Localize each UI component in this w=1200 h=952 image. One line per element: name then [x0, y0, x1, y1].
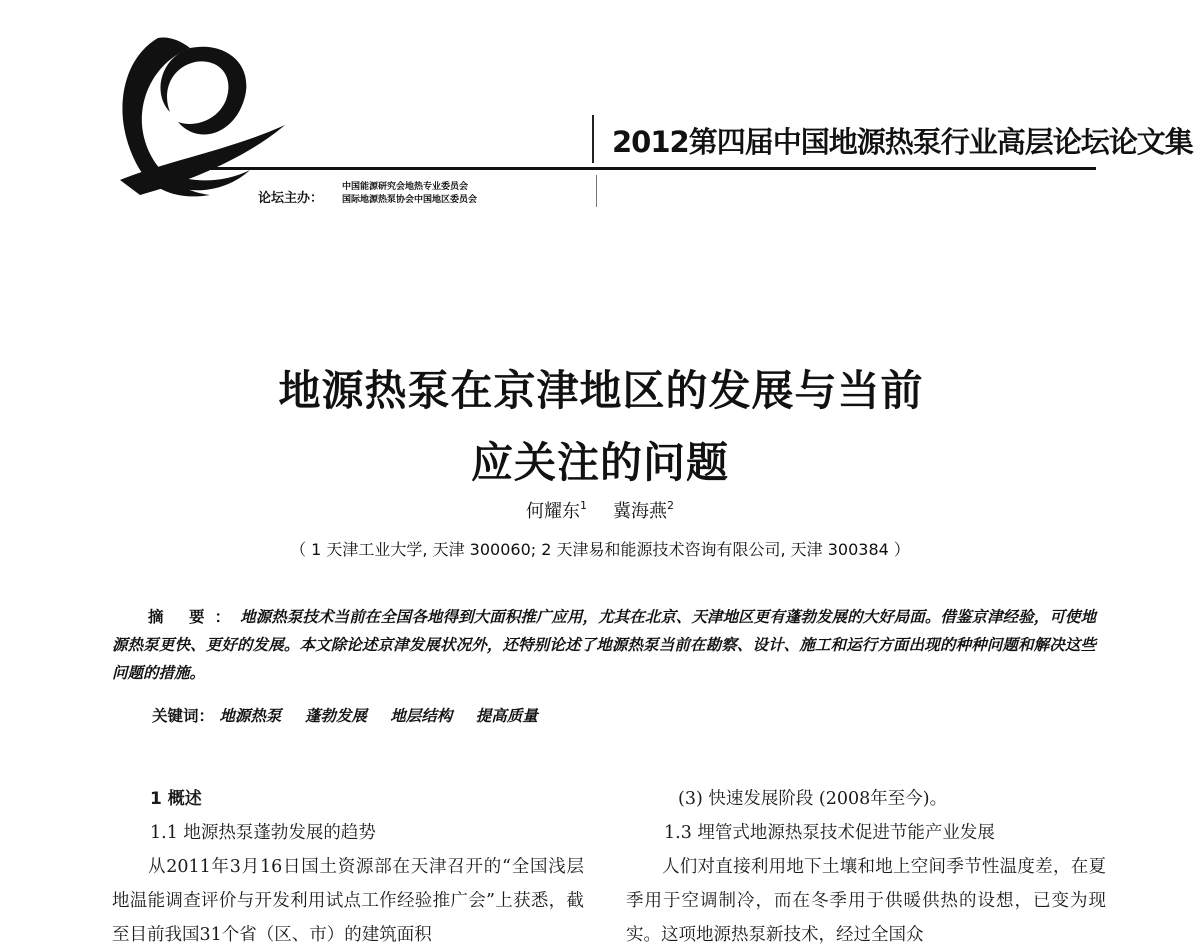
host-org-2: 国际地源热泵协会中国地区委员会 — [342, 195, 478, 205]
body-paragraph: 人们对直接利用地下土壤和地上空间季节性温度差，在夏季用于空调制冷，而在冬季用于供暖供热的设想，已变为现实。这项地源热泵新技术，经过全国众 — [626, 857, 1106, 945]
keyword: 地层结构 — [390, 706, 453, 725]
author-list — [0, 497, 1200, 523]
keyword: 提高质量 — [475, 706, 538, 725]
section-heading: 1 概述 — [150, 789, 202, 809]
article-title-line-1: 地源热泵在京津地区的发展与当前 — [278, 366, 924, 415]
host-label: 论坛主办： — [258, 191, 324, 206]
body-left-column — [112, 782, 584, 952]
author-name: 何耀东 — [526, 501, 580, 522]
subsection-heading: 1.1 地源热泵蓬勃发展的趋势 — [150, 823, 376, 843]
abstract — [112, 603, 1096, 687]
host-organizations — [342, 181, 477, 207]
keywords — [152, 704, 556, 726]
header-divider — [592, 115, 594, 163]
author-affil-mark: 1 — [580, 499, 587, 512]
body-right-column — [626, 782, 1106, 952]
keywords-label: 关键词： — [152, 707, 215, 725]
host-org-1: 中国能源研究会地热专业委员会 — [342, 182, 469, 192]
subsection-heading: 1.3 埋管式地源热泵技术促进节能产业发展 — [664, 823, 995, 843]
abstract-text: 地源热泵技术当前在全国各地得到大面积推广应用，尤其在北京、天津地区更有蓬勃发展的大好局面。借鉴京津经验，可使地源热泵更快、更好的发展。本文除论述京津发展状况外，还特别论述了地源热泵当前在勘察、设计、施工和运行方面出现的种种问题和解决这些问题的措施。 — [112, 607, 1096, 682]
body-line: (3) 快速发展阶段 (2008年至今)。 — [678, 789, 948, 809]
journal-title: 2012第四届中国地源热泵行业高层论坛论文集 — [612, 125, 1193, 159]
author-affil-mark: 2 — [667, 499, 674, 512]
keyword: 地源热泵 — [219, 706, 282, 725]
forum-swirl-logo — [100, 30, 300, 205]
header-rule — [208, 167, 1096, 170]
affiliations: （ 1 天津工业大学, 天津 300060; 2 天津易和能源技术咨询有限公司, 天津 300384 ） — [290, 540, 910, 559]
abstract-label: 摘 要： — [148, 608, 241, 626]
keyword: 蓬勃发展 — [304, 706, 367, 725]
body-paragraph: 从2011年3月16日国土资源部在天津召开的“全国浅层地温能调查评价与开发利用试点工作经验推广会”上获悉，截至目前我国31个省（区、市）的建筑面积 — [112, 857, 584, 945]
header-tick — [596, 175, 597, 207]
article-title-line-2: 应关注的问题 — [470, 438, 729, 487]
author-name: 冀海燕 — [613, 501, 667, 522]
